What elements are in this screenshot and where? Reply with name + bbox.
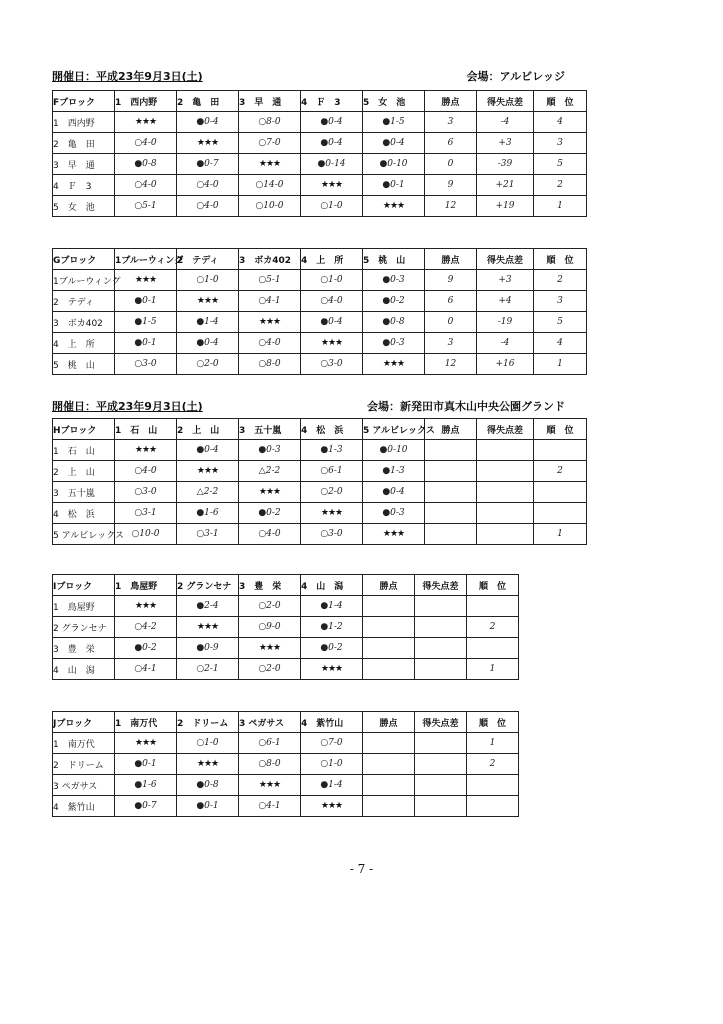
team-name: 1 石 山 xyxy=(53,440,115,461)
match-result: ○5-1 xyxy=(239,270,301,291)
rank: 3 xyxy=(534,133,587,154)
match-result: ●0-1 xyxy=(177,796,239,817)
self-match-marker: ★★★ xyxy=(363,524,425,545)
match-result: ○4-1 xyxy=(239,796,301,817)
table-row xyxy=(53,596,519,617)
team-name: 3 豊 栄 xyxy=(53,638,115,659)
team-name: 1 西内野 xyxy=(53,112,115,133)
column-header: Hブロック xyxy=(53,419,115,440)
column-header: 勝点 xyxy=(363,712,415,733)
match-result: ○4-1 xyxy=(115,659,177,680)
self-match-marker: ★★★ xyxy=(177,461,239,482)
goal-difference xyxy=(415,733,467,754)
column-header: 順 位 xyxy=(467,575,519,596)
column-header: 順 位 xyxy=(467,712,519,733)
match-result: ●0-1 xyxy=(115,333,177,354)
column-header: 4 紫竹山 xyxy=(301,712,363,733)
block-j-table xyxy=(52,711,519,817)
self-match-marker: ★★★ xyxy=(115,440,177,461)
column-header: Fブロック xyxy=(53,91,115,112)
self-match-marker: ★★★ xyxy=(115,596,177,617)
match-result: ○3-1 xyxy=(115,503,177,524)
match-result: △2-2 xyxy=(177,482,239,503)
match-result: ○6-1 xyxy=(239,733,301,754)
points xyxy=(363,775,415,796)
points xyxy=(425,482,477,503)
team-name: 4 紫竹山 xyxy=(53,796,115,817)
column-header: 4 松 浜 xyxy=(301,419,363,440)
points xyxy=(363,638,415,659)
points xyxy=(425,461,477,482)
match-result: ○3-0 xyxy=(115,354,177,375)
match-result: ●1-6 xyxy=(115,775,177,796)
block-g-table xyxy=(52,248,587,375)
column-header: 勝点 xyxy=(425,249,477,270)
team-name: 4 上 所 xyxy=(53,333,115,354)
table-row xyxy=(53,312,587,333)
match-result: ●0-2 xyxy=(301,638,363,659)
rank xyxy=(467,775,519,796)
column-header: 4 山 潟 xyxy=(301,575,363,596)
table-row xyxy=(53,354,587,375)
match-result: ●0-4 xyxy=(301,112,363,133)
team-name: 5 アルビレックス xyxy=(53,524,115,545)
rank: 5 xyxy=(534,312,587,333)
match-result: ●0-3 xyxy=(363,503,425,524)
team-name: 1 鳥屋野 xyxy=(53,596,115,617)
match-result: ●1-3 xyxy=(363,461,425,482)
self-match-marker: ★★★ xyxy=(239,154,301,175)
team-name: 2 亀 田 xyxy=(53,133,115,154)
team-name: 5 女 池 xyxy=(53,196,115,217)
match-result: ○4-0 xyxy=(177,175,239,196)
match-result: ○4-0 xyxy=(301,291,363,312)
column-header: Iブロック xyxy=(53,575,115,596)
table-row xyxy=(53,133,587,154)
match-result: ●0-8 xyxy=(363,312,425,333)
points xyxy=(425,503,477,524)
match-result: ○2-1 xyxy=(177,659,239,680)
self-match-marker: ★★★ xyxy=(177,291,239,312)
rank: 1 xyxy=(534,196,587,217)
rank: 1 xyxy=(467,733,519,754)
self-match-marker: ★★★ xyxy=(301,659,363,680)
column-header: 4 上 所 xyxy=(301,249,363,270)
team-name: 3 ボカ402 xyxy=(53,312,115,333)
goal-difference: +3 xyxy=(477,270,534,291)
column-header: 1 西内野 xyxy=(115,91,177,112)
points xyxy=(363,659,415,680)
table-row xyxy=(53,638,519,659)
rank: 1 xyxy=(534,354,587,375)
rank xyxy=(534,482,587,503)
match-result: ○2-0 xyxy=(239,659,301,680)
points: 12 xyxy=(425,354,477,375)
team-name: 2 上 山 xyxy=(53,461,115,482)
column-header: 2 テディ xyxy=(177,249,239,270)
column-header: 5 桃 山 xyxy=(363,249,425,270)
points: 6 xyxy=(425,133,477,154)
match-result: ○10-0 xyxy=(115,524,177,545)
match-result: ○6-1 xyxy=(301,461,363,482)
column-header: 1 鳥屋野 xyxy=(115,575,177,596)
goal-difference xyxy=(477,440,534,461)
table-row xyxy=(53,175,587,196)
rank xyxy=(467,796,519,817)
match-result: ●0-3 xyxy=(239,440,301,461)
goal-difference xyxy=(415,638,467,659)
column-header: 勝点 xyxy=(425,419,477,440)
points: 12 xyxy=(425,196,477,217)
goal-difference: -4 xyxy=(477,112,534,133)
match-result: ○14-0 xyxy=(239,175,301,196)
column-header: 2 亀 田 xyxy=(177,91,239,112)
team-name: 2 テディ xyxy=(53,291,115,312)
table-row xyxy=(53,733,519,754)
match-result: ●0-14 xyxy=(301,154,363,175)
rank: 2 xyxy=(534,461,587,482)
match-result: ○7-0 xyxy=(239,133,301,154)
goal-difference xyxy=(415,659,467,680)
match-result: ●0-4 xyxy=(301,133,363,154)
team-name: 5 桃 山 xyxy=(53,354,115,375)
match-result: ○4-0 xyxy=(239,333,301,354)
match-result: ●0-4 xyxy=(177,440,239,461)
points xyxy=(363,733,415,754)
match-result: ●1-2 xyxy=(301,617,363,638)
block-i-header-row xyxy=(53,575,519,596)
match-result: ○8-0 xyxy=(239,754,301,775)
table-row xyxy=(53,333,587,354)
self-match-marker: ★★★ xyxy=(115,112,177,133)
goal-difference: +16 xyxy=(477,354,534,375)
match-result: ○9-0 xyxy=(239,617,301,638)
match-result: ○3-0 xyxy=(301,354,363,375)
column-header: 5 アルビレックス xyxy=(363,419,425,440)
goal-difference: -4 xyxy=(477,333,534,354)
block-g-header-row xyxy=(53,249,587,270)
match-result: ●0-1 xyxy=(363,175,425,196)
column-header: 4 Ｆ 3 xyxy=(301,91,363,112)
self-match-marker: ★★★ xyxy=(239,775,301,796)
block-f-header-row xyxy=(53,91,587,112)
team-name: 4 松 浜 xyxy=(53,503,115,524)
match-result: ●0-4 xyxy=(363,482,425,503)
goal-difference xyxy=(415,775,467,796)
match-result: ●0-1 xyxy=(115,754,177,775)
match-result: ○1-0 xyxy=(301,754,363,775)
goal-difference: +19 xyxy=(477,196,534,217)
column-header: 得失点差 xyxy=(415,575,467,596)
match-result: ●0-7 xyxy=(177,154,239,175)
match-result: ○4-0 xyxy=(115,133,177,154)
rank: 3 xyxy=(534,291,587,312)
match-result: ●1-6 xyxy=(177,503,239,524)
table-row xyxy=(53,482,587,503)
match-result: ●0-7 xyxy=(115,796,177,817)
match-result: ●1-5 xyxy=(115,312,177,333)
match-result: ○5-1 xyxy=(115,196,177,217)
points: 3 xyxy=(425,333,477,354)
match-result: ○4-0 xyxy=(115,461,177,482)
match-result: ○4-0 xyxy=(177,196,239,217)
self-match-marker: ★★★ xyxy=(177,617,239,638)
points: 9 xyxy=(425,175,477,196)
section2-venue: 会場：新発田市真木山中央公園グランド xyxy=(367,400,565,413)
rank: 2 xyxy=(467,617,519,638)
column-header: 順 位 xyxy=(534,249,587,270)
rank: 2 xyxy=(534,175,587,196)
match-result: ●0-1 xyxy=(115,291,177,312)
match-result: ○2-0 xyxy=(239,596,301,617)
match-result: ●1-4 xyxy=(301,596,363,617)
match-result: ○1-0 xyxy=(301,196,363,217)
match-result: ○4-1 xyxy=(239,291,301,312)
match-result: ●2-4 xyxy=(177,596,239,617)
rank xyxy=(467,596,519,617)
column-header: 3 ペガサス xyxy=(239,712,301,733)
block-j-header-row xyxy=(53,712,519,733)
column-header: 得失点差 xyxy=(477,91,534,112)
column-header: 3 五十嵐 xyxy=(239,419,301,440)
match-result: ●0-8 xyxy=(177,775,239,796)
column-header: 勝点 xyxy=(425,91,477,112)
goal-difference xyxy=(415,754,467,775)
goal-difference xyxy=(477,503,534,524)
match-result: ●0-9 xyxy=(177,638,239,659)
match-result: ○1-0 xyxy=(177,270,239,291)
column-header: 2 グランセナ xyxy=(177,575,239,596)
match-result: ●1-3 xyxy=(301,440,363,461)
match-result: ●0-8 xyxy=(115,154,177,175)
self-match-marker: ★★★ xyxy=(301,796,363,817)
self-match-marker: ★★★ xyxy=(239,312,301,333)
match-result: ○3-0 xyxy=(115,482,177,503)
column-header: Jブロック xyxy=(53,712,115,733)
column-header: 得失点差 xyxy=(415,712,467,733)
self-match-marker: ★★★ xyxy=(239,638,301,659)
table-row xyxy=(53,154,587,175)
match-result: ●1-5 xyxy=(363,112,425,133)
match-result: ●0-3 xyxy=(363,333,425,354)
table-row xyxy=(53,461,587,482)
table-row xyxy=(53,524,587,545)
column-header: 3 早 通 xyxy=(239,91,301,112)
match-result: ●0-2 xyxy=(239,503,301,524)
match-result: ●0-3 xyxy=(363,270,425,291)
table-row xyxy=(53,617,519,638)
self-match-marker: ★★★ xyxy=(115,733,177,754)
table-row xyxy=(53,659,519,680)
rank: 5 xyxy=(534,154,587,175)
table-row xyxy=(53,291,587,312)
goal-difference xyxy=(477,524,534,545)
goal-difference: +21 xyxy=(477,175,534,196)
points xyxy=(363,754,415,775)
table-row xyxy=(53,196,587,217)
points: 6 xyxy=(425,291,477,312)
points: 3 xyxy=(425,112,477,133)
table-row xyxy=(53,112,587,133)
column-header: 3 豊 栄 xyxy=(239,575,301,596)
section1-date: 開催日：平成23年9月3日(土) xyxy=(52,70,203,83)
match-result: ○10-0 xyxy=(239,196,301,217)
column-header: 2 ドリーム xyxy=(177,712,239,733)
points xyxy=(363,617,415,638)
points xyxy=(363,796,415,817)
rank xyxy=(467,638,519,659)
match-result: ●0-10 xyxy=(363,154,425,175)
self-match-marker: ★★★ xyxy=(177,133,239,154)
section2-date: 開催日：平成23年9月3日(土) xyxy=(52,400,203,413)
rank: 1 xyxy=(534,524,587,545)
match-result: ○4-2 xyxy=(115,617,177,638)
goal-difference: +4 xyxy=(477,291,534,312)
points xyxy=(425,524,477,545)
rank: 1 xyxy=(467,659,519,680)
column-header: 1ブルーウィング xyxy=(115,249,177,270)
match-result: △2-2 xyxy=(239,461,301,482)
match-result: ○4-0 xyxy=(115,175,177,196)
match-result: ●0-2 xyxy=(363,291,425,312)
column-header: 1 石 山 xyxy=(115,419,177,440)
match-result: ●0-2 xyxy=(115,638,177,659)
goal-difference: +3 xyxy=(477,133,534,154)
match-result: ○3-1 xyxy=(177,524,239,545)
table-row xyxy=(53,796,519,817)
team-name: 1ブルーウィング xyxy=(53,270,115,291)
section1-venue: 会場：アルビレッジ xyxy=(466,70,565,83)
goal-difference xyxy=(415,617,467,638)
match-result: ○8-0 xyxy=(239,354,301,375)
column-header: 1 南万代 xyxy=(115,712,177,733)
match-result: ○2-0 xyxy=(301,482,363,503)
table-row xyxy=(53,440,587,461)
match-result: ○8-0 xyxy=(239,112,301,133)
team-name: 1 南万代 xyxy=(53,733,115,754)
goal-difference xyxy=(477,482,534,503)
match-result: ●0-4 xyxy=(177,333,239,354)
column-header: Gブロック xyxy=(53,249,115,270)
page-number: - 7 - xyxy=(349,862,374,876)
table-row xyxy=(53,775,519,796)
match-result: ○1-0 xyxy=(301,270,363,291)
team-name: 3 五十嵐 xyxy=(53,482,115,503)
goal-difference xyxy=(477,461,534,482)
match-result: ●1-4 xyxy=(301,775,363,796)
goal-difference: -39 xyxy=(477,154,534,175)
match-result: ○2-0 xyxy=(177,354,239,375)
column-header: 順 位 xyxy=(534,91,587,112)
self-match-marker: ★★★ xyxy=(115,270,177,291)
points: 0 xyxy=(425,154,477,175)
table-row xyxy=(53,503,587,524)
points: 9 xyxy=(425,270,477,291)
block-h-header-row xyxy=(53,419,587,440)
self-match-marker: ★★★ xyxy=(177,754,239,775)
points xyxy=(363,596,415,617)
goal-difference: -19 xyxy=(477,312,534,333)
column-header: 順 位 xyxy=(534,419,587,440)
table-row xyxy=(53,270,587,291)
table-row xyxy=(53,754,519,775)
rank: 4 xyxy=(534,333,587,354)
team-name: 3 ペガサス xyxy=(53,775,115,796)
rank xyxy=(534,440,587,461)
self-match-marker: ★★★ xyxy=(363,354,425,375)
column-header: 勝点 xyxy=(363,575,415,596)
match-result: ●0-4 xyxy=(301,312,363,333)
column-header: 3 ボカ402 xyxy=(239,249,301,270)
rank: 4 xyxy=(534,112,587,133)
match-result: ●0-4 xyxy=(177,112,239,133)
match-result: ○1-0 xyxy=(177,733,239,754)
column-header: 得失点差 xyxy=(477,249,534,270)
self-match-marker: ★★★ xyxy=(301,503,363,524)
self-match-marker: ★★★ xyxy=(363,196,425,217)
match-result: ○3-0 xyxy=(301,524,363,545)
points: 0 xyxy=(425,312,477,333)
goal-difference xyxy=(415,796,467,817)
column-header: 2 上 山 xyxy=(177,419,239,440)
column-header: 5 女 池 xyxy=(363,91,425,112)
match-result: ●0-10 xyxy=(363,440,425,461)
team-name: 3 早 通 xyxy=(53,154,115,175)
team-name: 2 グランセナ xyxy=(53,617,115,638)
rank xyxy=(534,503,587,524)
match-result: ○4-0 xyxy=(239,524,301,545)
rank: 2 xyxy=(534,270,587,291)
match-result: ●0-4 xyxy=(363,133,425,154)
team-name: 4 山 潟 xyxy=(53,659,115,680)
match-result: ●1-4 xyxy=(177,312,239,333)
team-name: 4 Ｆ 3 xyxy=(53,175,115,196)
block-f-table xyxy=(52,90,587,217)
block-h-table xyxy=(52,418,587,545)
self-match-marker: ★★★ xyxy=(301,333,363,354)
column-header: 得失点差 xyxy=(477,419,534,440)
self-match-marker: ★★★ xyxy=(239,482,301,503)
rank: 2 xyxy=(467,754,519,775)
points xyxy=(425,440,477,461)
goal-difference xyxy=(415,596,467,617)
block-i-table xyxy=(52,574,519,680)
self-match-marker: ★★★ xyxy=(301,175,363,196)
match-result: ○7-0 xyxy=(301,733,363,754)
team-name: 2 ドリーム xyxy=(53,754,115,775)
